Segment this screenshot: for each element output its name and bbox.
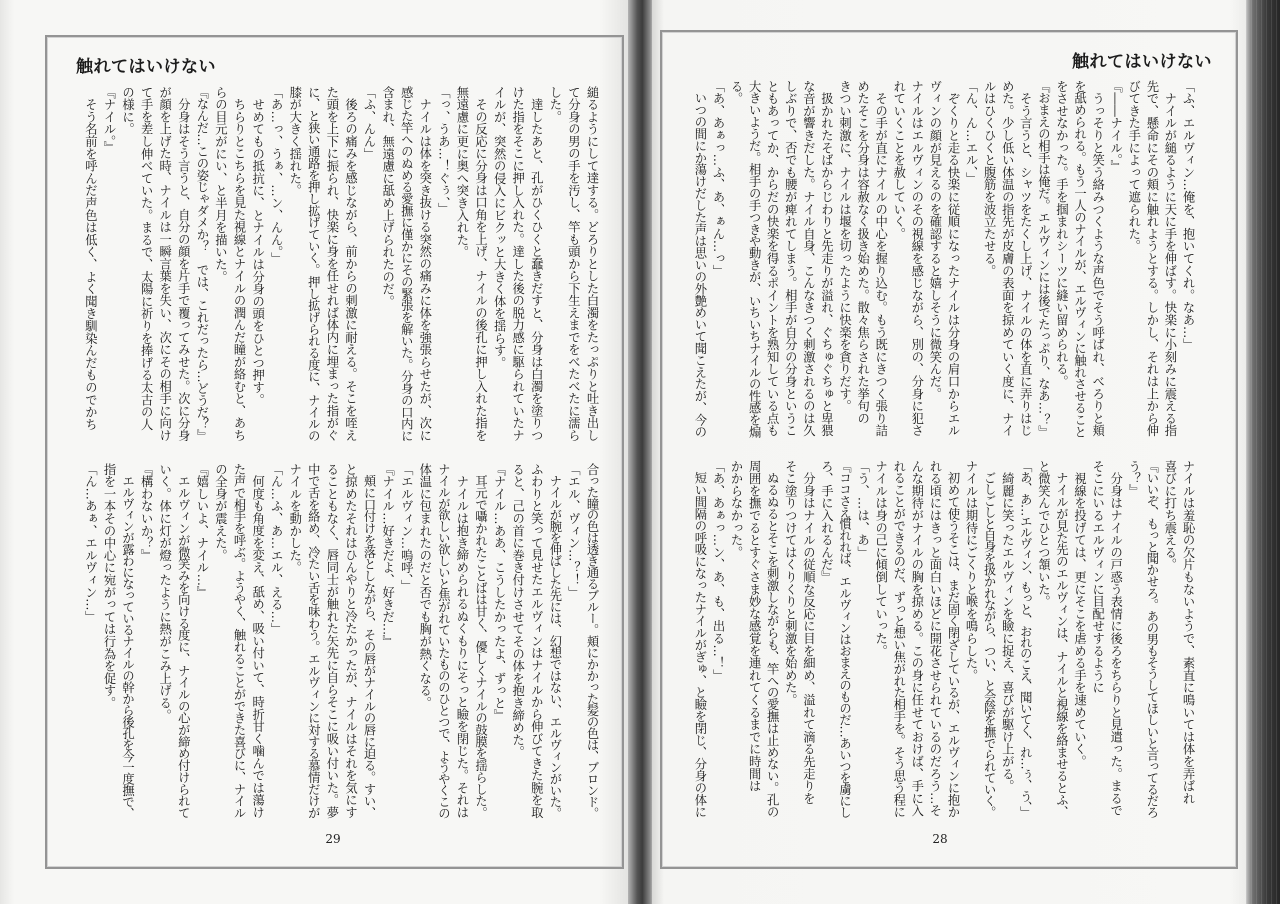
text-column: 初めて使うそこは、まだ固く閉ざしているが、エルヴィンに抱か bbox=[945, 460, 960, 818]
text-column: 周囲を撫でるとすぐさま妙な感覚を連れてくるまでに時間は bbox=[747, 460, 762, 793]
text-column: 先で、懸命にその頬に触れようとする。しかし、それは上から伸 bbox=[1144, 80, 1159, 437]
upper-text-block bbox=[691, 80, 1197, 438]
text-column: びてきた手によって遮られた。 bbox=[1126, 80, 1141, 253]
text-column: 耳元で囁かれたことばは甘く、優しくナイルの鼓膜を揺らした。 bbox=[473, 463, 488, 819]
text-column: けた指をそこに押し入れた。達した後の脱力感に駆られていたナ bbox=[510, 86, 525, 442]
text-column: れる頃にはきっと面白いほどに開花させられているのだろう…そ bbox=[927, 460, 942, 817]
text-column: 「っ、うあ…！ぐぅ、」 bbox=[436, 86, 451, 216]
text-column: 含まれ、無遠慮に舐め上げられたのだ。 bbox=[380, 86, 395, 308]
text-column: 綺麗に笑ったエルヴィンを瞼に捉え、喜びが駆け上がる。 bbox=[1000, 460, 1015, 793]
text-column: う？』 bbox=[1126, 460, 1141, 497]
text-column: 『ココさえ慣れれば、エルヴィンはおまえのものだ…あいつを虜にし bbox=[837, 460, 852, 818]
text-column: いつの間にか蕩けだした声は思いの外艶めいて聞こえたが、今の bbox=[692, 80, 707, 438]
text-column: 大きいようだ。相手の手つきや動きが、いちいちナイルの性感を煽 bbox=[747, 80, 762, 438]
text-column: る。 bbox=[729, 80, 744, 105]
text-column: ろ、手に入れるんだ』 bbox=[819, 460, 834, 583]
text-column: そこ塗りつけてはくりくりと刺激を始めた。 bbox=[783, 460, 798, 706]
text-column: 達したあと、孔がひくひくと蠢きだすと、分身は白濁を塗りつ bbox=[529, 86, 544, 442]
text-column: 視線を投げては、更にそこを虐める手を速めていく。 bbox=[1072, 460, 1087, 768]
text-column: れていくことを赦していく。 bbox=[891, 80, 906, 240]
text-column: をさせなかった。手を掴まれシーツに縫い留められる。 bbox=[1054, 80, 1069, 388]
text-column: せめてもの抵抗に、とナイルは分身の頭をひとつ押す。 bbox=[250, 86, 265, 406]
text-column: 「ん…あぁ、エルヴィン…」 bbox=[83, 463, 98, 623]
text-column: そう名前を呼んだ声色は低く、よく聞き馴染んだものでかち bbox=[83, 86, 98, 431]
text-column: 「あ、あぁっ…ふ、あ、ぁん…っ」 bbox=[710, 80, 725, 277]
text-column: 「ん、ん…エル、」 bbox=[964, 80, 979, 185]
text-column: 「あ、あ…エルヴィン、もっと、おれのこえ、聞いてく、れ…ぅ、う、」 bbox=[1018, 460, 1033, 818]
text-column: 『構わないか？』 bbox=[139, 463, 154, 562]
text-column: ふわりと笑って見せたエルヴィンはナイルから伸びてきた腕を取 bbox=[529, 463, 544, 819]
text-column: 『ナイル…好きだよ、好きだ…』 bbox=[380, 463, 395, 648]
text-column: て手を差し伸べていた。まるで、太陽に祈りを捧げる太古の人 bbox=[139, 86, 154, 431]
text-column: 合った瞳の色は透き通るブルー。頬にかかった髪の色は、ブロンド。 bbox=[585, 463, 599, 819]
lower-text-block bbox=[81, 463, 601, 819]
text-column: 『いいぞ、もっと聞かせろ。あの男もそうしてほしいと言ってるだろ bbox=[1144, 460, 1159, 818]
upper-text-block bbox=[81, 86, 601, 442]
text-column: ナイルは体を突き抜ける突然の痛みに体を強張らせたが、次に bbox=[417, 86, 432, 442]
text-column: 『ナイル。』 bbox=[101, 86, 116, 154]
text-column: 中で舌を絡め、冷たい舌を味わう。エルヴィンに対する慕情だけが bbox=[306, 463, 321, 819]
text-column: ナイルが欲しい欲しいと焦がれていたもののひとつで、ようやくこの bbox=[436, 463, 451, 819]
text-column: 膝が大きく揺れた。 bbox=[287, 86, 302, 197]
text-column: が顔を上げた時、ナイルは一瞬言葉を失い、次にその相手に向け bbox=[157, 86, 172, 442]
text-column: ナイルは羞恥の欠片もないようで、素直に鳴いては体を弄ばれ bbox=[1181, 460, 1195, 805]
binding-gutter bbox=[628, 0, 654, 904]
text-column: んな期待がナイルの胸を掠める。この身に任せておけば、手に入 bbox=[909, 460, 924, 817]
text-column: に、と狭い通路を押し拡げていく。押し拡げられる度に、ナイルの bbox=[306, 86, 321, 442]
text-column: て分身の男の手を汚し、竿も頭から下生えまでをべたべたに濡ら bbox=[566, 86, 581, 442]
text-column: 分身はナイルの戸惑う表情に後ろをちらりと見遣った。まるで bbox=[1108, 460, 1123, 817]
text-column: かからなかった。 bbox=[729, 460, 744, 559]
text-column: ぬるぬるとそこを刺激しながらも、竿への愛撫は止めない。孔の bbox=[765, 460, 780, 818]
text-column: 『ナイル…ああ、こうしたかったよ、ずっと』 bbox=[492, 463, 507, 722]
text-column: 分身はそう言うと、自分の顔を片手で覆ってみせた。次に分身 bbox=[176, 86, 191, 442]
text-column: そう言うと、シャツをたくし上げ、ナイルの体を直に弄りはじ bbox=[1018, 80, 1033, 437]
text-column: ナイルを動かした。 bbox=[287, 463, 302, 574]
text-column: ごしごしと自身を扱かれながら、つい、と会陰を撫でられていく。 bbox=[982, 460, 997, 818]
text-column: その反応に分身は口角を上げ、ナイルの後孔に押し入れた指を bbox=[473, 86, 488, 442]
text-column: 「あ、あぁっ…ン、あ、も、出る…！」 bbox=[710, 460, 725, 682]
text-column: そこにいるエルヴィンに目配せするように bbox=[1090, 460, 1105, 694]
text-column: 「う、…は、あ」 bbox=[855, 460, 870, 559]
text-column: ルはひくひくと腹筋を波立たせる。 bbox=[982, 80, 997, 277]
text-column: の全身が震えた。 bbox=[213, 463, 228, 562]
text-column: しぶりで、否でも腰が痺れてしまう。相手が自分の分身というこ bbox=[783, 80, 798, 437]
text-column: れることができるのだ、ずっと想い焦がれた相手を。そう思う程に bbox=[891, 460, 906, 818]
text-column: ヴィンの顔が見えるのを確認すると嬉しそうに微笑んだ。 bbox=[927, 80, 942, 400]
text-column: ナイルが腕を伸ばした先には、幻想ではない、エルヴィンがいた。 bbox=[547, 463, 562, 819]
text-column: 「ふ、んん」 bbox=[362, 86, 377, 160]
text-column: 『おまえの相手は俺だ。エルヴィンには後でたっぷり、なあ…？』 bbox=[1036, 80, 1051, 438]
text-column: 『――ナイル。』 bbox=[1108, 80, 1123, 173]
text-column: ることもなく、唇同士が触れた矢先に自らそこに吸い付いた。夢 bbox=[324, 463, 339, 819]
text-column: た頭を上下に振られ、快楽に身を任せれば体内に埋まった指がぐ bbox=[324, 86, 339, 442]
text-column: した。 bbox=[547, 86, 562, 123]
text-column: た声で相手を呼ぶ。ようやく、触れることができた喜びに、ナイル bbox=[232, 463, 247, 819]
text-column: 無遠慮に更に奥へ突き入れた。 bbox=[454, 86, 469, 259]
text-column: めた。少し低い体温の指先が皮膚の表面を掠めていく度に、ナイ bbox=[1000, 80, 1015, 437]
text-column: ナイルが縋るように天に手を伸ばす。快楽に小刻みに震える指 bbox=[1162, 80, 1177, 437]
text-column: エルヴィンが露わになっているナイルの幹から後孔を今一度撫で、 bbox=[120, 463, 135, 819]
text-column: ナイルは身の己に傾倒していった。 bbox=[873, 460, 888, 657]
text-column: を舐められる。もう一人のナイルが、エルヴィンに触れさせること bbox=[1072, 80, 1087, 438]
running-header: 触れてはいけない bbox=[1072, 52, 1212, 72]
text-column: めたそこを分身は容赦なく扱き始めた。散々焦らされた挙句の bbox=[855, 80, 870, 425]
text-column: と微笑んでひとつ頷いた。 bbox=[1036, 460, 1051, 608]
text-column: ぞくりと走る快楽に従順になったナイルは分身の肩口からエル bbox=[945, 80, 960, 437]
text-column: の様に。 bbox=[120, 86, 135, 136]
text-column: 『嬉しいよ、ナイル…』 bbox=[194, 463, 209, 599]
text-column: 喜びに打ち震える。 bbox=[1162, 460, 1177, 571]
text-column: 『なんだ…この姿じゃダメか？ では、これだったら…どうだ？』 bbox=[194, 86, 209, 442]
text-column: 「エル、ヴィン…？！」 bbox=[566, 463, 581, 599]
text-column: 何度も角度を変え、舐め、吸い付いて、時折甘く噛んでは蕩け bbox=[250, 463, 265, 819]
text-column: 指を一本その中心に宛がっては行為を促す。 bbox=[101, 463, 116, 709]
text-column: ナイルは期待にごくりと喉を鳴らした。 bbox=[964, 460, 979, 682]
text-column: ちらりとこちらを見た視線とナイルの潤んだ瞳が絡むと、あち bbox=[232, 86, 247, 442]
text-column: 体温に包まれたのだと否でも胸が熱くなる。 bbox=[417, 463, 432, 709]
text-column: きつい刺激に、ナイルは堰を切ったように快楽を貪りだす。 bbox=[837, 80, 852, 413]
running-header: 触れてはいけない bbox=[76, 57, 216, 77]
text-column: らの目元がにい、と半月を描いた。 bbox=[213, 86, 228, 283]
text-column: その手が直にナイルの中心を握り込む。もう既にきつく張り詰 bbox=[873, 80, 888, 437]
lower-text-block bbox=[691, 460, 1197, 818]
text-column: エルヴィンが微笑みを向ける度に、ナイルの心が締め付けられて bbox=[176, 463, 191, 819]
text-column: 「あ…っ、うぁ、…ン、んん。」 bbox=[269, 86, 284, 265]
text-column: ともあってか、からだの快楽を得るポイントを熟知している点も bbox=[765, 80, 780, 437]
page-number: 28 bbox=[932, 832, 948, 846]
text-column: と掠めたそれはひんやりと冷たかったが、ナイルはそれを気にす bbox=[343, 463, 358, 819]
text-column: 頬に口付けを落としながら、その唇がナイルの唇に迫る。すい、 bbox=[362, 463, 377, 819]
text-column: な音が響きだした。ナイル自身、こんなきつく刺激されるのは久 bbox=[801, 80, 816, 437]
text-column: ナイルはエルヴィンのその視線を感じながら、別の、分身に犯さ bbox=[909, 80, 924, 437]
text-column: ると、己の首に巻き付けさせてその体を抱き締めた。 bbox=[510, 463, 525, 759]
text-column: 分身はナイルの従順な反応に目を細め、溢れて滴る先走りを bbox=[801, 460, 816, 805]
text-column: 感じた竿へのぬめる愛撫に僅かにその緊張を解いた。分身の口内に bbox=[399, 86, 414, 442]
page-28 bbox=[652, 0, 1248, 904]
page-number: 29 bbox=[325, 832, 341, 846]
text-column: 「ふ、エルヴィン…俺を、抱いてくれ。なあ…」 bbox=[1181, 80, 1195, 351]
page-edge-shadow bbox=[1246, 0, 1280, 904]
text-column: 後ろの痛みを感じながら、前からの刺激に耐える。そこを咥え bbox=[343, 86, 358, 442]
text-column: ナイルは抱き締められるぬくもりにそっと瞼を閉じた。それは bbox=[454, 463, 469, 819]
text-column: ナイルが見た先のエルヴィンは、ナイルと視線を絡ませるとふ、 bbox=[1054, 460, 1069, 818]
page-29 bbox=[0, 0, 630, 904]
text-column: いく。体に灯が燈ったように熱がこみ上げる。 bbox=[157, 463, 172, 722]
text-column: イルが、突然の侵入にビクッと大きく体を揺らす。 bbox=[492, 86, 507, 369]
text-column: 縋るようにして達する。どろりとした白濁をたっぷりと吐き出し bbox=[585, 86, 599, 442]
text-column: 扱かれたそばからじわりと先走りが溢れ、ぐちゅぐちゅと卑猥 bbox=[819, 80, 834, 437]
text-column: 短い間隔の呼吸になったナイルがぎゅ、と瞼を閉じ、分身の体に bbox=[692, 460, 707, 818]
text-column: うっそりと笑う絡みつくような声色でそう呼ばれ、べろりと頬 bbox=[1090, 80, 1105, 437]
text-column: 「エルヴィン…嗚呼、」 bbox=[399, 463, 414, 593]
text-column: 「ん…ふ、あ…エル、える…」 bbox=[269, 463, 284, 636]
